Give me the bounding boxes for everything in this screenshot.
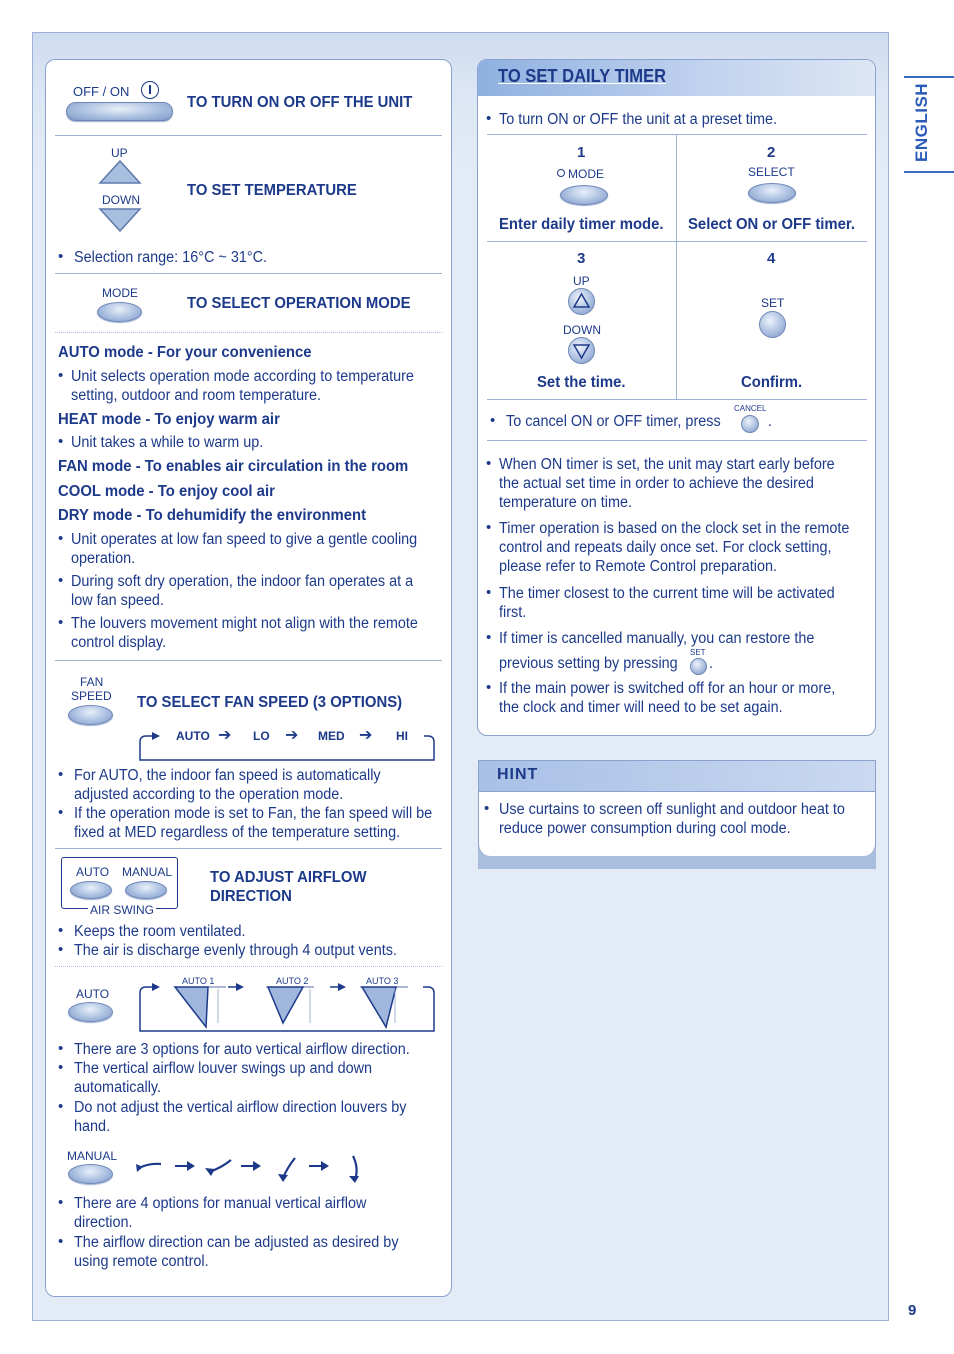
bullet: • [58,614,64,631]
bullet: • [58,1059,64,1076]
step-3-down-label: DOWN [563,323,601,337]
timer-down-button[interactable] [568,337,595,364]
cool-mode-title: COOL mode - To enjoy cool air [58,483,275,500]
timer-note-4a: If timer is cancelled manually, you can restore the [499,630,815,647]
grid-line [487,134,867,135]
arrow-right-icon: ➔ [218,727,232,744]
divider [487,440,867,441]
dry-mode-text-2: During soft dry operation, the indoor fan operates at a low fan speed. [71,573,414,609]
hint-box-bottom [478,836,876,856]
triangle-down-icon [569,338,594,363]
bullet: • [58,572,64,589]
airflow-heading-1: TO ADJUST AIRFLOW [210,869,367,886]
step-1-caption: Enter daily timer mode. [499,216,664,233]
air-text-3: There are 3 options for auto vertical airflow direction. [74,1041,410,1058]
mode-button-label: MODE [102,286,138,300]
air-text-7: The airflow direction can be adjusted as desired by using remote control. [74,1234,399,1270]
grid-line [487,399,867,400]
fan-text-1: For AUTO, the indoor fan speed is automatically adjusted according to the operation mode. [74,767,381,803]
mode-button[interactable] [97,302,142,322]
divider [55,660,442,661]
auto-mode-title: AUTO mode - For your convenience [58,344,312,361]
airflow-heading-2: DIRECTION [210,888,292,905]
temp-down-button[interactable] [98,207,142,233]
bullet: • [58,1194,64,1211]
timer-intro: To turn ON or OFF the unit at a preset time. [499,111,777,128]
auto-option-2: AUTO 2 [276,976,309,986]
grid-line [487,241,867,242]
bullet: • [58,1098,64,1115]
dotted-divider [55,332,442,333]
temp-up-label: UP [111,146,128,160]
set-button-small[interactable] [690,658,707,675]
temp-down-label: DOWN [102,193,140,207]
fan-button-label-1: FAN [80,675,104,689]
dotted-divider [55,966,442,967]
temp-up-button[interactable] [98,159,142,185]
bullet: • [58,367,64,384]
power-icon [141,81,159,99]
step-3-number: 3 [577,250,586,267]
hint-text: Use curtains to screen off sunlight and outdoor heat to reduce power consumption during cool mode. [499,801,845,837]
bullet: • [486,455,492,472]
timer-heading: TO SET DAILY TIMER [498,66,667,86]
step-4-caption: Confirm. [741,374,803,391]
bullet: • [486,679,492,696]
fan-heading: TO SELECT FAN SPEED (3 OPTIONS) [137,694,403,711]
step-1-number: 1 [577,144,586,161]
mode-heading: TO SELECT OPERATION MODE [187,295,411,312]
air-text-6: There are 4 options for manual vertical airflow direction. [74,1195,367,1231]
air-swing-manual-button[interactable] [125,881,167,899]
timer-note-1: When ON timer is set, the unit may start early before the actual set time in order to achieve the desired temperature on time. [499,456,835,511]
temp-heading: TO SET TEMPERATURE [187,182,357,199]
bullet: • [490,412,496,429]
hint-header [478,760,876,792]
timer-header [478,60,875,96]
language-label: ENGLISH [912,82,931,162]
bullet: • [58,248,64,265]
cancel-period: . [768,413,773,430]
dry-mode-text-3: The louvers movement might not align with the remote control display. [71,615,418,651]
air-swing-label: AIR SWING [90,903,155,917]
bullet: • [484,800,490,817]
bullet: • [486,629,492,646]
air-swing-auto-label: AUTO [76,865,110,879]
set-button-small-label: SET [690,648,706,657]
auto-option-3: AUTO 3 [366,976,399,986]
onoff-button[interactable] [66,102,173,121]
air-text-5: Do not adjust the vertical airflow direction louvers by hand. [74,1099,407,1135]
divider [55,848,442,849]
divider [55,135,442,136]
temp-range: Selection range: 16°C ~ 31°C. [74,249,268,266]
step-4-number: 4 [767,250,776,267]
page-number: 9 [908,1302,917,1319]
step-4-button-label: SET [761,296,785,310]
bullet: • [58,804,64,821]
bullet: • [58,530,64,547]
bullet: • [58,1040,64,1057]
air-swing-auto-button[interactable] [70,881,112,899]
cancel-button-label: CANCEL [734,404,767,413]
grid-line [676,134,677,399]
auto-mode-text: Unit selects operation mode according to temperature setting, outdoor and room temperature. [71,368,414,404]
step-3-up-label: UP [573,274,590,288]
fan-seq-hi: HI [396,729,408,743]
bullet: • [58,766,64,783]
manual-airflow-diagram [135,1150,365,1184]
timer-up-button[interactable] [568,288,595,315]
air-text-2: The air is discharge evenly through 4 output vents. [74,942,397,959]
timer-mode-button[interactable] [560,185,608,205]
fan-mode-title: FAN mode - To enables air circulation in the room [58,458,409,475]
air-text-1: Keeps the room ventilated. [74,923,246,940]
divider [55,273,442,274]
step-3-caption: Set the time. [537,374,626,391]
fan-speed-button[interactable] [68,705,113,725]
arrow-right-icon: ➔ [285,727,299,744]
step-2-button-label: SELECT [748,165,795,179]
arrow-right-icon: ➔ [359,727,373,744]
step-2-number: 2 [767,144,776,161]
timer-note-3: The timer closest to the current time will be activated first. [499,585,835,621]
bullet: • [58,941,64,958]
triangle-up-icon [569,289,594,314]
fan-button-label-2: SPEED [71,689,112,703]
timer-note-4b: previous setting by pressing [499,655,678,672]
fan-seq-auto: AUTO [176,729,210,743]
auto-option-1: AUTO 1 [182,976,215,986]
manual-button-label: MANUAL [67,1149,118,1163]
auto-airflow-button[interactable] [68,1002,113,1022]
auto-button-label: AUTO [76,987,110,1001]
bullet: • [58,1233,64,1250]
heat-mode-text: Unit takes a while to warm up. [71,434,264,451]
hint-heading: HINT [497,766,539,783]
cancel-button[interactable] [741,415,759,433]
clock-icon [557,169,565,177]
dry-mode-title: DRY mode - To dehumidify the environment [58,507,367,524]
cancel-text: To cancel ON or OFF timer, press [506,413,721,430]
bullet: • [58,433,64,450]
air-swing-manual-label: MANUAL [122,865,173,879]
timer-select-button[interactable] [748,183,796,203]
onoff-heading: TO TURN ON OR OFF THE UNIT [187,94,413,111]
manual-airflow-button[interactable] [68,1164,113,1184]
language-tab [904,76,954,173]
bullet: • [58,922,64,939]
step-2-caption: Select ON or OFF timer. [688,216,856,233]
fan-seq-lo: LO [253,729,270,743]
fan-text-2: If the operation mode is set to Fan, the fan speed will be fixed at MED regardless of the temperature setting. [74,805,433,841]
bullet: • [486,519,492,536]
bullet: • [486,584,492,601]
onoff-button-label: OFF / ON [73,84,130,99]
heat-mode-title: HEAT mode - To enjoy warm air [58,411,280,428]
fan-seq-med: MED [318,729,345,743]
timer-note-5: If the main power is switched off for an hour or more, the clock and timer will need to be set again. [499,680,836,716]
air-text-4: The vertical airflow louver swings up and down automatically. [74,1060,373,1096]
bullet: • [486,110,492,127]
timer-note-2: Timer operation is based on the clock set in the remote control and repeats daily once set. For clock setting, please refer to Remote Control preparation. [499,520,850,575]
step-1-button-label: MODE [568,167,604,181]
dry-mode-text-1: Unit operates at low fan speed to give a gentle cooling operation. [71,531,418,567]
note-4-period: . [709,655,714,672]
timer-set-button[interactable] [759,311,786,338]
